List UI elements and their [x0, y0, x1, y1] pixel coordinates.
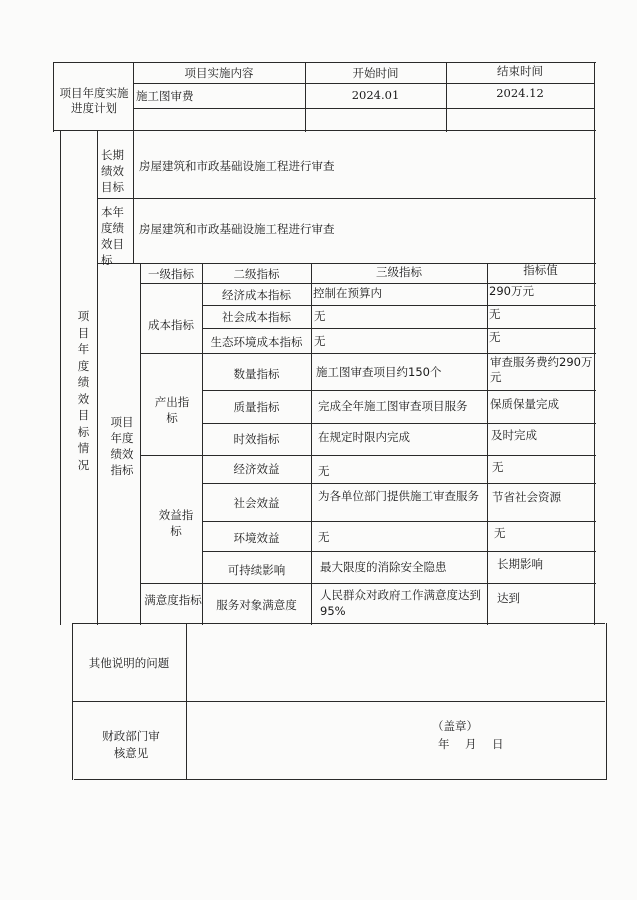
cost-label: 成本指标: [148, 318, 194, 332]
rule: [140, 583, 596, 584]
cost-row-l2: 生态环境成本指标: [210, 335, 303, 349]
benefit-row-l3: 无: [318, 530, 330, 544]
rule: [97, 198, 596, 199]
cost-row-l3: 无: [314, 309, 326, 323]
benefit-row-value: 节省社会资源: [492, 490, 561, 504]
finance-label: 财政部门审核意见: [102, 729, 160, 760]
rule: [186, 623, 187, 780]
date-text: 年 月 日: [438, 737, 506, 751]
rule: [133, 108, 594, 109]
rule: [72, 701, 605, 702]
long-term-label: 长期绩效目标: [101, 148, 124, 194]
rule: [53, 62, 596, 63]
cost-row-value: 290万元: [489, 284, 534, 298]
output-row-l2: 质量指标: [233, 400, 280, 414]
rule: [74, 779, 607, 780]
satisfaction-label: 满意度指标: [144, 593, 202, 607]
rule: [60, 130, 61, 625]
rule: [53, 62, 54, 132]
progress-end-value: 2024.12: [496, 86, 544, 100]
annual-label: 本年度绩效目标: [101, 205, 124, 267]
output-row-l3: 完成全年施工图审查项目服务: [318, 399, 468, 413]
output-row-value: 保质保量完成: [490, 397, 559, 411]
rule: [594, 62, 595, 625]
rule: [606, 623, 607, 780]
seal-text: （盖章）: [432, 719, 478, 733]
cost-row-l2: 经济成本指标: [222, 288, 291, 302]
benefit-row-l3: 最大限度的消除安全隐患: [320, 560, 447, 574]
progress-section-label: 项目年度实施进度计划: [59, 86, 129, 115]
rule: [72, 623, 73, 780]
rule: [202, 328, 596, 329]
output-row-l3: 在规定时限内完成: [318, 430, 410, 444]
header-value: 指标值: [523, 263, 558, 277]
cost-row-l3: 无: [314, 334, 326, 348]
output-row-l2: 数量指标: [233, 367, 280, 381]
benefit-row-l3: 无: [318, 464, 330, 478]
progress-content-value: 施工图审费: [136, 89, 194, 103]
cost-row-value: 无: [489, 330, 501, 344]
header-l1: 一级指标: [148, 267, 194, 281]
benefit-row-l2: 经济效益: [233, 462, 280, 476]
rule: [133, 83, 594, 84]
output-row-l3: 施工图审查项目约150个: [316, 365, 442, 379]
output-row-value: 审查服务费约290万元: [490, 355, 593, 384]
benefit-row-l3: 为各单位部门提供施工审查服务: [318, 489, 479, 503]
benefit-row-value: 长期影响: [497, 557, 543, 571]
cost-row-l3: 控制在预算内: [313, 286, 382, 300]
other-label: 其他说明的问题: [88, 656, 170, 670]
benefit-row-l2: 环境效益: [233, 531, 280, 545]
rule: [202, 390, 596, 391]
rule: [202, 521, 596, 522]
satisfaction-row-l2: 服务对象满意度: [216, 598, 297, 612]
benefit-label: 效益指标: [158, 508, 194, 538]
rule: [72, 623, 605, 624]
cost-row-value: 无: [489, 307, 501, 321]
rule: [133, 130, 134, 263]
rule: [97, 130, 98, 625]
header-l2: 二级指标: [233, 267, 280, 281]
output-row-value: 及时完成: [491, 428, 537, 442]
rule: [487, 263, 488, 625]
rule: [53, 130, 596, 131]
rule: [140, 353, 596, 354]
rule: [140, 455, 596, 456]
progress-start-value: 2024.01: [351, 88, 400, 102]
benefit-row-l2: 可持续影响: [227, 563, 286, 577]
output-label: 产出指标: [154, 395, 190, 425]
goals-section-label: 项目年度绩效目标情况: [77, 309, 90, 472]
header-start: 开始时间: [352, 66, 399, 80]
satisfaction-row-value: 达到: [497, 591, 520, 605]
rule: [202, 423, 596, 424]
rule: [311, 263, 312, 625]
rule: [202, 305, 596, 306]
satisfaction-row-l3: 人民群众对政府工作满意度达到95%: [320, 588, 481, 618]
benefit-row-l2: 社会效益: [233, 496, 280, 510]
annual-text: 房屋建筑和市政基础设施工程进行审查: [139, 222, 335, 236]
long-term-text: 房屋建筑和市政基础设施工程进行审查: [139, 159, 335, 173]
header-end: 结束时间: [497, 64, 543, 78]
benefit-row-value: 无: [494, 526, 506, 540]
benefit-row-value: 无: [492, 460, 504, 474]
rule: [202, 483, 596, 484]
cost-row-l2: 社会成本指标: [222, 310, 291, 324]
output-row-l2: 时效指标: [233, 432, 280, 446]
header-l3: 三级指标: [376, 265, 422, 279]
indicator-label: 项目年度绩效指标: [110, 415, 134, 477]
rule: [202, 551, 596, 552]
header-content: 项目实施内容: [184, 66, 254, 80]
